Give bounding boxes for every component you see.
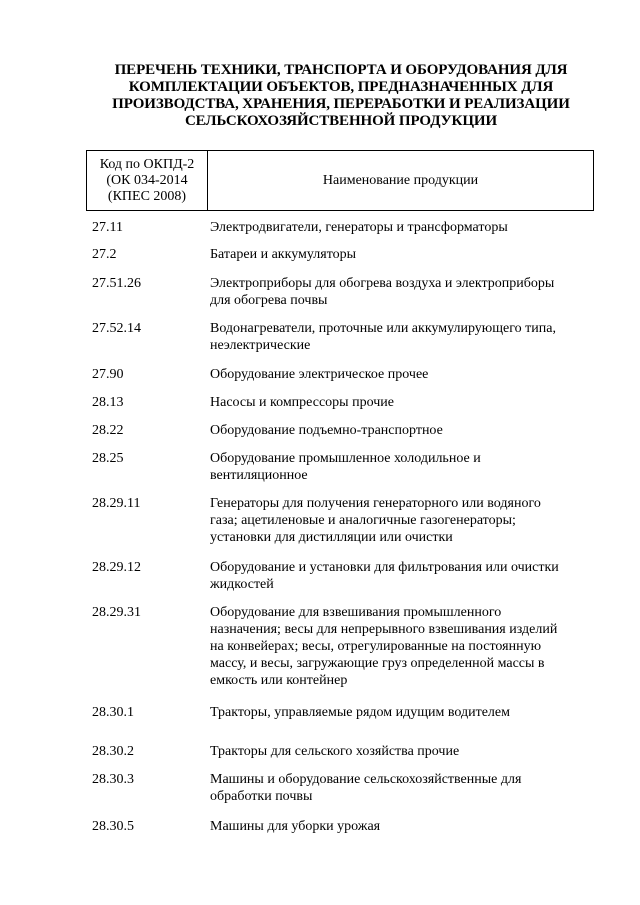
product-name-line: Водонагреватели, проточные или аккумулирующего типа, — [210, 321, 556, 336]
product-name-line: Машины и оборудование сельскохозяйственные для — [210, 772, 522, 787]
product-code: 28.29.12 — [92, 560, 141, 575]
product-name-line: Генераторы для получения генераторного или водяного — [210, 496, 541, 511]
title-line: СЕЛЬСКОХОЗЯЙСТВЕННОЙ ПРОДУКЦИИ — [184, 113, 498, 129]
product-name — [210, 818, 592, 835]
product-code: 28.25 — [92, 451, 124, 466]
product-code: 28.29.31 — [92, 605, 141, 620]
product-name-line: Оборудование для взвешивания промышленного — [210, 605, 502, 620]
product-code: 27.51.26 — [92, 276, 141, 291]
product-name — [210, 604, 592, 689]
product-name — [210, 366, 592, 383]
product-code: 28.29.11 — [92, 496, 141, 511]
product-name — [210, 219, 592, 236]
product-name — [210, 559, 592, 593]
product-name — [210, 320, 592, 354]
product-code: 27.52.14 — [92, 321, 141, 336]
table-header — [86, 150, 594, 211]
product-code: 28.30.2 — [92, 744, 134, 759]
code-header-line: (КПЕС 2008) — [107, 188, 187, 204]
product-name-line: вентиляционное — [210, 468, 308, 483]
product-name — [210, 422, 592, 439]
product-code: 27.90 — [92, 367, 124, 382]
product-code: 28.30.1 — [92, 705, 134, 720]
name-column-header: Наименование продукции — [322, 172, 479, 188]
product-name-line: массу, и весы, загружающие груз определенной массы в — [210, 656, 545, 671]
product-name — [210, 450, 592, 484]
product-name-line: для обогрева почвы — [210, 293, 328, 308]
code-header-line: Код по ОКПД-2 — [99, 156, 195, 172]
product-name — [210, 704, 592, 721]
product-name-line: Насосы и компрессоры прочие — [210, 395, 394, 410]
document-title — [60, 62, 622, 130]
product-code: 27.11 — [92, 220, 123, 235]
product-name-line: Оборудование подъемно-транспортное — [210, 423, 443, 438]
product-name — [210, 495, 592, 546]
product-name-line: обработки почвы — [210, 789, 313, 804]
product-name-line: неэлектрические — [210, 338, 311, 353]
product-name-line: Тракторы, управляемые рядом идущим водителем — [210, 705, 510, 720]
code-header-line: (ОК 034-2014 — [106, 172, 188, 188]
code-column-header — [87, 151, 208, 210]
product-name-line: Оборудование промышленное холодильное и — [210, 451, 481, 466]
product-name — [210, 743, 592, 760]
product-name-line: емкость или контейнер — [210, 673, 348, 688]
title-line: ПРОИЗВОДСТВА, ХРАНЕНИЯ, ПЕРЕРАБОТКИ И РЕАЛИЗАЦИИ — [112, 96, 570, 112]
product-name-line: Электроприборы для обогрева воздуха и электроприборы — [210, 276, 555, 291]
product-name-line: Батареи и аккумуляторы — [210, 247, 357, 262]
product-code: 28.22 — [92, 423, 124, 438]
product-code: 28.30.3 — [92, 772, 134, 787]
product-name-line: Машины для уборки урожая — [210, 819, 381, 834]
product-name — [210, 246, 592, 263]
product-code: 27.2 — [92, 247, 117, 262]
title-line: ПЕРЕЧЕНЬ ТЕХНИКИ, ТРАНСПОРТА И ОБОРУДОВАНИЯ ДЛЯ — [114, 62, 568, 78]
product-name — [210, 771, 592, 805]
product-name-line: Оборудование и установки для фильтрования или очистки — [210, 560, 559, 575]
title-line: КОМПЛЕКТАЦИИ ОБЪЕКТОВ, ПРЕДНАЗНАЧЕННЫХ ДЛЯ — [128, 79, 554, 95]
product-name — [210, 275, 592, 309]
product-name-line: газа; ацетиленовые и аналогичные газогенераторы; — [210, 513, 516, 528]
product-name-line: Тракторы для сельского хозяйства прочие — [210, 744, 460, 759]
product-name-line: установки для дистилляции или очистки — [210, 530, 453, 545]
product-name-line: на конвейерах; весы, отрегулированные на постоянную — [210, 639, 542, 654]
product-name-line: жидкостей — [210, 577, 274, 592]
product-name-line: Оборудование электрическое прочее — [210, 367, 429, 382]
product-name — [210, 394, 592, 411]
product-code: 28.13 — [92, 395, 124, 410]
product-code: 28.30.5 — [92, 819, 134, 834]
product-name-line: назначения; весы для непрерывного взвешивания изделий — [210, 622, 558, 637]
product-name-line: Электродвигатели, генераторы и трансформаторы — [210, 220, 508, 235]
